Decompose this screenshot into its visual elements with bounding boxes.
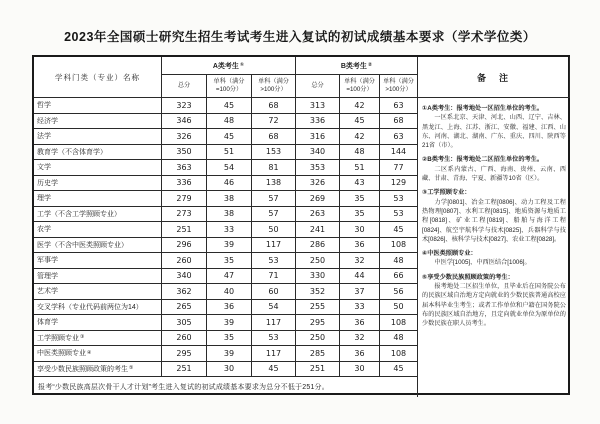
score-cell-b: 50 (380, 300, 418, 316)
subject-name-cell (34, 98, 162, 114)
score-cell-a: 36 (207, 300, 252, 316)
score-cell-a: 39 (207, 346, 252, 362)
score-cell-a: 305 (162, 315, 207, 331)
subject-name-cell (34, 253, 162, 269)
score-cell-b: 42 (340, 129, 380, 145)
score-cell-a: 326 (162, 129, 207, 145)
score-cell-b: 53 (380, 191, 418, 207)
score-cell-b: 45 (340, 114, 380, 130)
subject-label: 中医类照顾专业 (37, 350, 86, 358)
score-cell-a: 138 (252, 176, 296, 192)
subject-label: 艺术学 (37, 288, 58, 296)
col-header-a-single100: 单科（满分=100分） (207, 75, 252, 98)
score-cell-a: 71 (252, 269, 296, 285)
subject-name-cell (34, 284, 162, 300)
score-cell-b: 326 (296, 176, 340, 192)
score-cell-a: 45 (207, 98, 252, 114)
score-table (32, 55, 570, 395)
remark-paragraph: 一区系北京、天津、河北、山西、辽宁、吉林、黑龙江、上海、江苏、浙江、安徽、福建、江西、山东、河南、湖北、湖南、广东、重庆、四川、陕西等21省（市）。 (422, 114, 566, 150)
score-cell-a: 51 (207, 145, 252, 161)
score-cell-b: 108 (380, 346, 418, 362)
score-cell-a: 48 (207, 114, 252, 130)
score-cell-b: 286 (296, 238, 340, 254)
score-cell-a: 295 (162, 346, 207, 362)
subject-label: 理学 (37, 195, 51, 203)
subject-name-cell (34, 145, 162, 161)
score-cell-b: 45 (380, 222, 418, 238)
score-cell-a: 54 (207, 160, 252, 176)
score-cell-a: 39 (207, 315, 252, 331)
col-header-a-single-over100: 单科（满分>100分） (252, 75, 296, 98)
score-cell-a: 38 (207, 191, 252, 207)
remarks-header: 备 注 (418, 57, 570, 98)
remark-paragraph: 报考地处二区招生单位，且毕业后在国务院公布的民族区域自治地方定向就业的少数民族普通高校应届本科毕业生考生；或者工作单位和户籍在国务院公布的民族区域自治地方，且定向就业单位为原单位的少数民族在职人员考生。 (422, 283, 566, 328)
score-cell-a: 117 (252, 238, 296, 254)
score-cell-a: 363 (162, 160, 207, 176)
score-cell-b: 330 (296, 269, 340, 285)
score-cell-b: 241 (296, 222, 340, 238)
subject-label: 法学 (37, 133, 51, 141)
score-cell-b: 48 (380, 253, 418, 269)
subject-name-cell (34, 269, 162, 285)
score-cell-a: 57 (252, 191, 296, 207)
score-cell-b: 51 (340, 160, 380, 176)
score-cell-a: 54 (252, 300, 296, 316)
score-cell-a: 35 (207, 331, 252, 347)
score-cell-b: 285 (296, 346, 340, 362)
subject-name-cell (34, 331, 162, 347)
score-cell-a: 117 (252, 315, 296, 331)
col-header-b-single-over100: 单科（满分>100分） (380, 75, 418, 98)
group-header-a (162, 57, 296, 75)
score-cell-b: 32 (340, 253, 380, 269)
remark-paragraph: ①A类考生：报考地处一区招生单位的考生。 (422, 105, 544, 112)
score-cell-b: 108 (380, 315, 418, 331)
score-cell-b: 32 (340, 331, 380, 347)
score-cell-a: 53 (252, 253, 296, 269)
score-cell-a: 47 (207, 269, 252, 285)
score-cell-b: 30 (340, 222, 380, 238)
subject-name-cell (34, 346, 162, 362)
score-cell-a: 279 (162, 191, 207, 207)
subject-label: 工学照顾专业 (37, 334, 79, 342)
score-cell-b: 269 (296, 191, 340, 207)
score-cell-b: 43 (340, 176, 380, 192)
score-cell-a: 72 (252, 114, 296, 130)
footnote-marker-1: ① (239, 62, 245, 68)
score-cell-a: 153 (252, 145, 296, 161)
score-cell-b: 36 (340, 315, 380, 331)
score-cell-a: 45 (252, 362, 296, 378)
group-header-b (296, 57, 418, 75)
subject-name-cell (34, 362, 162, 378)
score-cell-a: 30 (207, 362, 252, 378)
score-cell-a: 265 (162, 300, 207, 316)
score-cell-b: 353 (296, 160, 340, 176)
score-cell-a: 40 (207, 284, 252, 300)
subject-footnote-marker: ③ (80, 334, 85, 341)
score-cell-b: 68 (380, 114, 418, 130)
score-cell-a: 296 (162, 238, 207, 254)
score-cell-b: 250 (296, 331, 340, 347)
score-cell-a: 340 (162, 269, 207, 285)
col-header-a-total: 总分 (162, 75, 207, 98)
score-cell-a: 57 (252, 207, 296, 223)
score-cell-a: 251 (162, 222, 207, 238)
score-cell-a: 81 (252, 160, 296, 176)
remark-paragraph: ④中医类照顾专业： (422, 250, 477, 258)
subject-label: 历史学 (37, 179, 58, 187)
score-cell-a: 33 (207, 222, 252, 238)
subject-name-cell (34, 160, 162, 176)
subject-name-cell (34, 207, 162, 223)
table-footnote: 报考“少数民族高层次骨干人才计划”考生进入复试的初试成绩基本要求为总分不低于251分。 (34, 377, 418, 397)
score-cell-a: 39 (207, 238, 252, 254)
remark-paragraph: ⑤享受少数民族照顾政策的考生： (422, 273, 514, 281)
subject-column-header: 学科门类（专业）名称 (34, 57, 162, 98)
subject-label: 教育学（不含体育学） (37, 148, 107, 156)
score-cell-b: 255 (296, 300, 340, 316)
score-cell-b: 313 (296, 98, 340, 114)
score-cell-a: 117 (252, 346, 296, 362)
footnote-marker-2: ② (367, 62, 373, 68)
subject-footnote-marker: ⑤ (129, 365, 134, 372)
remark-paragraph: 中医学[1005]、中西医结合[1006]。 (434, 259, 531, 267)
score-cell-a: 68 (252, 129, 296, 145)
score-cell-b: 56 (380, 284, 418, 300)
remark-paragraph: ②B类考生：报考地处二区招生单位的考生。 (422, 156, 544, 164)
score-cell-b: 30 (340, 362, 380, 378)
score-cell-a: 273 (162, 207, 207, 223)
group-a-label: A类考生 (212, 62, 239, 70)
score-cell-b: 45 (380, 362, 418, 378)
subject-label: 文学 (37, 164, 51, 172)
score-cell-b: 352 (296, 284, 340, 300)
score-cell-b: 36 (340, 346, 380, 362)
remarks-notes (418, 98, 570, 397)
subject-label: 享受少数民族照顾政策的考生 (37, 365, 128, 373)
score-cell-b: 263 (296, 207, 340, 223)
score-cell-a: 45 (207, 129, 252, 145)
subject-label: 管理学 (37, 272, 58, 280)
remark-paragraph: 二区系内蒙古、广西、海南、贵州、云南、西藏、甘肃、青海、宁夏、新疆等10省（区）。 (422, 165, 566, 183)
subject-name-cell (34, 315, 162, 331)
remark-paragraph: 力学[0801]、冶金工程[0806]、动力工程及工程热物理[0807]、水利工程[0815]、地质资源与地质工程[0818]、矿业工程[0819]、船舶与海洋工程[0824]、航空宇航科学与技术[0825]、兵器科学与技术[0826]、核科学与技术[0827]、农业工程[0828]。 (422, 198, 566, 243)
score-cell-b: 36 (340, 238, 380, 254)
subject-name-cell (34, 238, 162, 254)
score-cell-b: 63 (380, 129, 418, 145)
score-cell-b: 340 (296, 145, 340, 161)
score-cell-a: 46 (207, 176, 252, 192)
remark-paragraph: ③工学照顾专业： (422, 189, 471, 197)
subject-name-cell (34, 129, 162, 145)
subject-name-cell (34, 300, 162, 316)
subject-label: 工学（不含工学照顾专业） (37, 210, 121, 218)
subject-label: 交叉学科（专业代码前两位为14） (37, 303, 143, 311)
score-cell-a: 53 (252, 331, 296, 347)
subject-label: 哲学 (37, 102, 51, 110)
score-cell-b: 251 (296, 362, 340, 378)
score-cell-b: 35 (340, 207, 380, 223)
score-cell-b: 129 (380, 176, 418, 192)
score-cell-a: 260 (162, 331, 207, 347)
score-cell-a: 350 (162, 145, 207, 161)
score-cell-b: 42 (340, 98, 380, 114)
score-cell-b: 336 (296, 114, 340, 130)
score-cell-b: 48 (340, 145, 380, 161)
score-cell-a: 260 (162, 253, 207, 269)
score-cell-a: 60 (252, 284, 296, 300)
score-cell-a: 35 (207, 253, 252, 269)
score-cell-a: 251 (162, 362, 207, 378)
score-cell-b: 295 (296, 315, 340, 331)
subject-name-cell (34, 191, 162, 207)
subject-name-cell (34, 176, 162, 192)
score-cell-a: 50 (252, 222, 296, 238)
score-cell-b: 66 (380, 269, 418, 285)
subject-label: 经济学 (37, 117, 58, 125)
score-cell-b: 48 (380, 331, 418, 347)
score-cell-b: 250 (296, 253, 340, 269)
score-cell-b: 108 (380, 238, 418, 254)
subject-name-cell (34, 114, 162, 130)
score-cell-b: 35 (340, 191, 380, 207)
score-cell-b: 37 (340, 284, 380, 300)
score-cell-b: 144 (380, 145, 418, 161)
score-cell-a: 38 (207, 207, 252, 223)
score-cell-b: 63 (380, 98, 418, 114)
subject-name-cell (34, 222, 162, 238)
subject-label: 农学 (37, 226, 51, 234)
score-cell-a: 336 (162, 176, 207, 192)
score-cell-b: 33 (340, 300, 380, 316)
score-cell-b: 316 (296, 129, 340, 145)
score-cell-b: 77 (380, 160, 418, 176)
subject-label: 体育学 (37, 319, 58, 327)
subject-label: 医学（不含中医类照顾专业） (37, 241, 128, 249)
subject-label: 军事学 (37, 257, 58, 265)
score-cell-a: 68 (252, 98, 296, 114)
col-header-b-total: 总分 (296, 75, 340, 98)
col-header-b-single100: 单科（满分=100分） (340, 75, 380, 98)
score-cell-a: 323 (162, 98, 207, 114)
group-b-label: B类考生 (340, 62, 367, 70)
score-cell-a: 362 (162, 284, 207, 300)
subject-footnote-marker: ④ (87, 349, 92, 356)
page-title: 2023年全国硕士研究生招生考试考生进入复试的初试成绩基本要求（学术学位类） (64, 30, 536, 44)
score-cell-b: 53 (380, 207, 418, 223)
score-cell-b: 44 (340, 269, 380, 285)
score-cell-a: 346 (162, 114, 207, 130)
